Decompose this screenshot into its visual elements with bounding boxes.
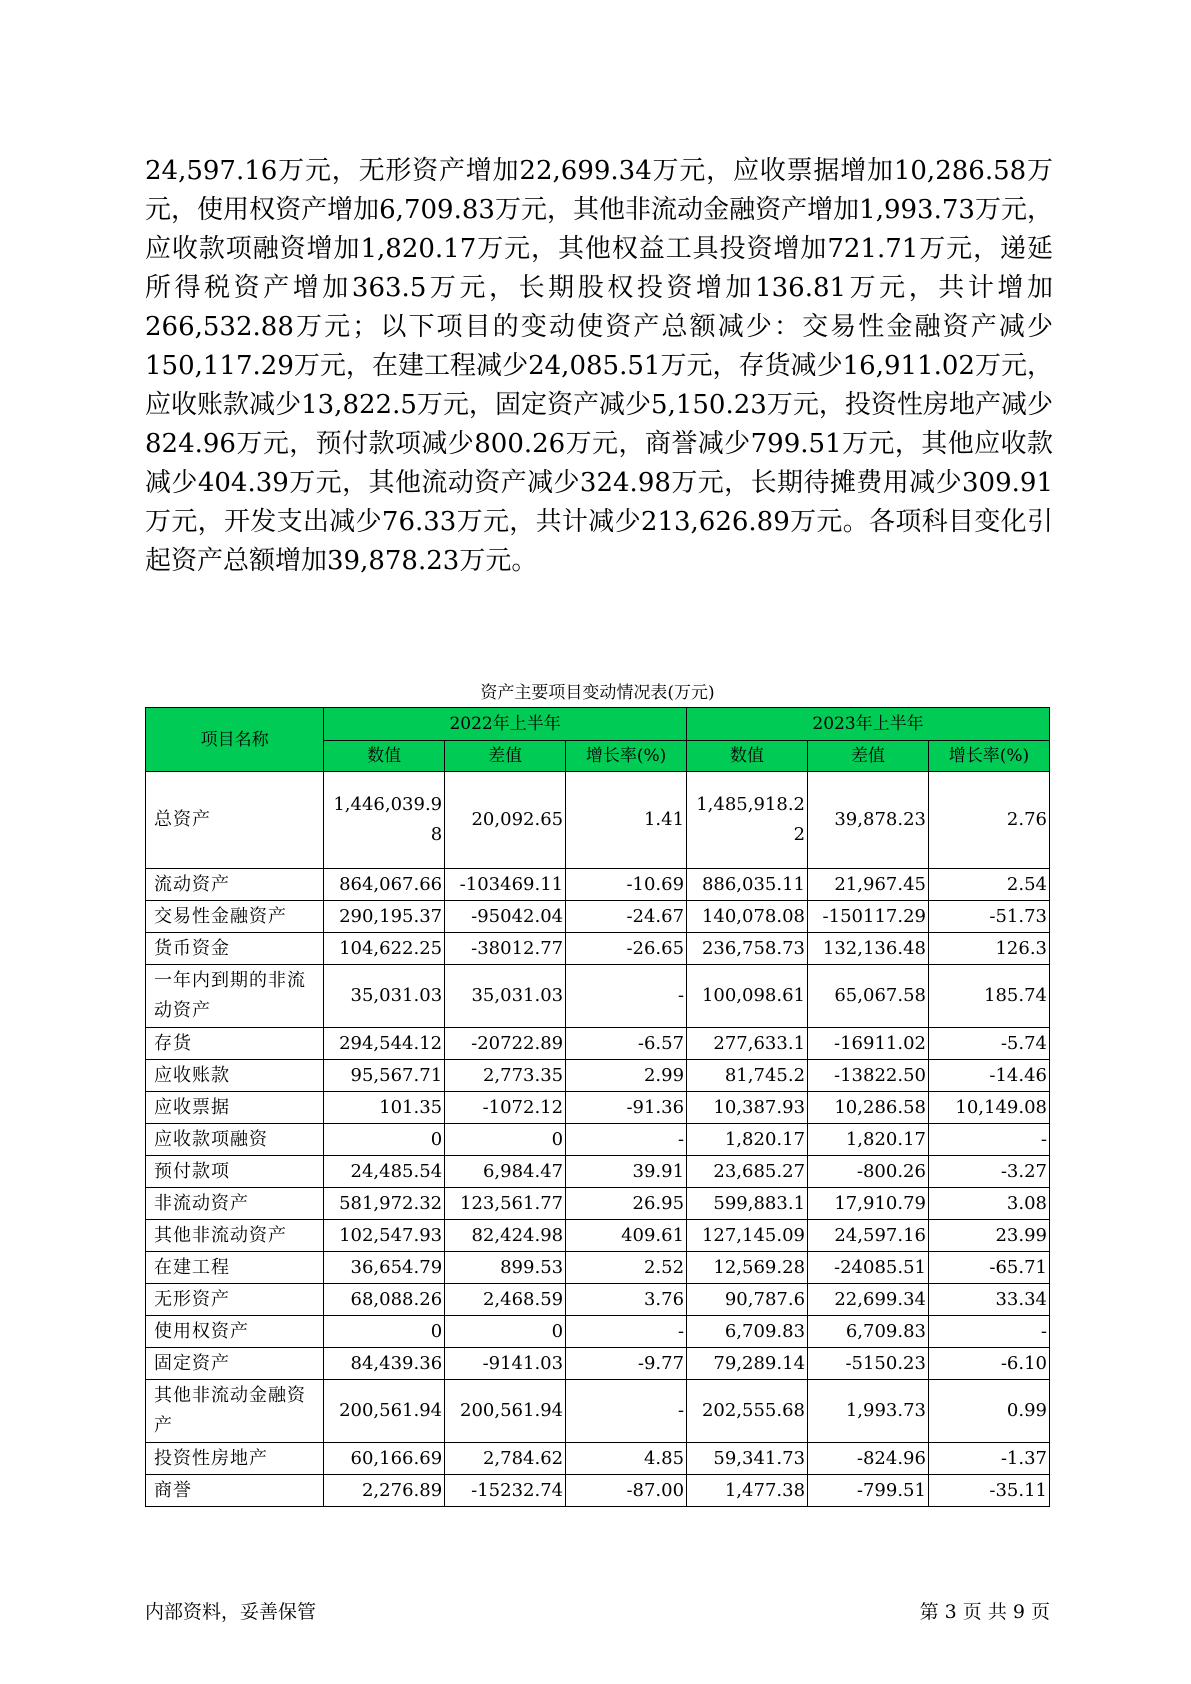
- row-value-cell: 202,555.68: [687, 1380, 808, 1443]
- row-value-cell: 294,544.12: [324, 1028, 445, 1060]
- row-value-cell: -9.77: [566, 1348, 687, 1380]
- table-row: [146, 1380, 1050, 1443]
- row-value-cell: 0: [324, 1316, 445, 1348]
- row-value-cell: 84,439.36: [324, 1348, 445, 1380]
- table-caption: 资产主要项目变动情况表(万元): [480, 683, 715, 703]
- row-value-cell: 22,699.34: [808, 1284, 929, 1316]
- row-value-cell: -3.27: [928, 1156, 1049, 1188]
- row-value-cell: 409.61: [566, 1220, 687, 1252]
- row-value-cell: 4.85: [566, 1443, 687, 1475]
- row-item-name: 在建工程: [146, 1252, 324, 1284]
- row-value-cell: -799.51: [808, 1475, 929, 1507]
- header-growth-2022: 增长率(%): [566, 741, 687, 772]
- row-value-cell: -26.65: [566, 933, 687, 965]
- row-value-cell: -6.57: [566, 1028, 687, 1060]
- table-row: [146, 1092, 1050, 1124]
- row-value-cell: 127,145.09: [687, 1220, 808, 1252]
- row-value-cell: -: [928, 1124, 1049, 1156]
- row-value-cell: 1,446,039.98: [324, 772, 445, 869]
- row-value-cell: 102,547.93: [324, 1220, 445, 1252]
- row-value-cell: 2.52: [566, 1252, 687, 1284]
- row-value-cell: 2,773.35: [445, 1060, 566, 1092]
- row-value-cell: 2.54: [928, 869, 1049, 901]
- row-value-cell: 200,561.94: [324, 1380, 445, 1443]
- header-item-name: 项目名称: [146, 708, 324, 772]
- row-value-cell: 126.3: [928, 933, 1049, 965]
- row-value-cell: 2,468.59: [445, 1284, 566, 1316]
- table-row: [146, 1124, 1050, 1156]
- row-item-name: 应收票据: [146, 1092, 324, 1124]
- row-value-cell: -824.96: [808, 1443, 929, 1475]
- row-item-name: 存货: [146, 1028, 324, 1060]
- row-value-cell: 132,136.48: [808, 933, 929, 965]
- header-diff-2022: 差值: [445, 741, 566, 772]
- row-value-cell: 39.91: [566, 1156, 687, 1188]
- row-value-cell: 1.41: [566, 772, 687, 869]
- row-item-name: 预付款项: [146, 1156, 324, 1188]
- row-item-name: 货币资金: [146, 933, 324, 965]
- row-value-cell: 24,597.16: [808, 1220, 929, 1252]
- row-value-cell: 3.08: [928, 1188, 1049, 1220]
- row-value-cell: 200,561.94: [445, 1380, 566, 1443]
- row-item-name: 投资性房地产: [146, 1443, 324, 1475]
- header-growth-2023: 增长率(%): [928, 741, 1049, 772]
- row-value-cell: -: [566, 965, 687, 1028]
- row-item-name: 无形资产: [146, 1284, 324, 1316]
- body-paragraph: 24,597.16万元，无形资产增加22,699.34万元，应收票据增加10,286.58万元，使用权资产增加6,709.83万元，其他非流动金融资产增加1,993.73万元，应收款项融资增加1,820.17万元，其他权益工具投资增加721.71万元，递延所得税资产增加363.5万元，长期股权投资增加136.81万元，共计增加266,532.88万元；以下项目的变动使资产总额减少：交易性金融资产减少150,117.29万元，在建工程减少24,085.51万元，存货减少16,911.02万元，应收账款减少13,822.5万元，固定资产减少5,150.23万元，投资性房地产减少824.96万元，预付款项减少800.26万元，商誉减少799.51万元，其他应收款减少404.39万元，其他流动资产减少324.98万元，长期待摊费用减少309.91万元，开发支出减少76.33万元，共计减少213,626.89万元。各项科目变化引起资产总额增加39,878.23万元。: [145, 156, 1053, 576]
- table-row: [146, 1475, 1050, 1507]
- row-value-cell: 599,883.1: [687, 1188, 808, 1220]
- row-value-cell: 36,654.79: [324, 1252, 445, 1284]
- header-value-2023: 数值: [687, 741, 808, 772]
- row-value-cell: 0.99: [928, 1380, 1049, 1443]
- row-value-cell: 277,633.1: [687, 1028, 808, 1060]
- row-value-cell: 23,685.27: [687, 1156, 808, 1188]
- row-value-cell: -150117.29: [808, 901, 929, 933]
- table-row: [146, 1316, 1050, 1348]
- row-value-cell: 899.53: [445, 1252, 566, 1284]
- header-value-2022: 数值: [324, 741, 445, 772]
- assets-change-table: [145, 707, 1050, 1507]
- row-value-cell: -: [566, 1124, 687, 1156]
- row-value-cell: 0: [445, 1124, 566, 1156]
- row-value-cell: 1,485,918.22: [687, 772, 808, 869]
- row-value-cell: 82,424.98: [445, 1220, 566, 1252]
- row-value-cell: 101.35: [324, 1092, 445, 1124]
- row-value-cell: 886,035.11: [687, 869, 808, 901]
- row-item-name: 其他非流动资产: [146, 1220, 324, 1252]
- row-value-cell: 0: [445, 1316, 566, 1348]
- row-value-cell: 95,567.71: [324, 1060, 445, 1092]
- row-value-cell: 123,561.77: [445, 1188, 566, 1220]
- row-value-cell: 104,622.25: [324, 933, 445, 965]
- table-row: [146, 1220, 1050, 1252]
- row-value-cell: 10,286.58: [808, 1092, 929, 1124]
- row-value-cell: -35.11: [928, 1475, 1049, 1507]
- row-value-cell: 1,477.38: [687, 1475, 808, 1507]
- table-row: [146, 901, 1050, 933]
- row-value-cell: -20722.89: [445, 1028, 566, 1060]
- row-value-cell: 17,910.79: [808, 1188, 929, 1220]
- row-value-cell: 65,067.58: [808, 965, 929, 1028]
- table-row: [146, 1443, 1050, 1475]
- table-row: [146, 1156, 1050, 1188]
- row-item-name: 固定资产: [146, 1348, 324, 1380]
- row-value-cell: 1,993.73: [808, 1380, 929, 1443]
- row-value-cell: -13822.50: [808, 1060, 929, 1092]
- table-row: [146, 869, 1050, 901]
- row-value-cell: -103469.11: [445, 869, 566, 901]
- row-value-cell: -38012.77: [445, 933, 566, 965]
- row-value-cell: 2,276.89: [324, 1475, 445, 1507]
- row-value-cell: 1,820.17: [808, 1124, 929, 1156]
- row-value-cell: 90,787.6: [687, 1284, 808, 1316]
- row-value-cell: 100,098.61: [687, 965, 808, 1028]
- row-value-cell: 1,820.17: [687, 1124, 808, 1156]
- row-value-cell: -24085.51: [808, 1252, 929, 1284]
- row-value-cell: 10,149.08: [928, 1092, 1049, 1124]
- row-value-cell: -800.26: [808, 1156, 929, 1188]
- row-value-cell: 23.99: [928, 1220, 1049, 1252]
- row-item-name: 一年内到期的非流动资产: [146, 965, 324, 1028]
- row-value-cell: 0: [324, 1124, 445, 1156]
- row-value-cell: -1.37: [928, 1443, 1049, 1475]
- table-row: [146, 1348, 1050, 1380]
- footer-confidential-note: 内部资料，妥善保管: [145, 1601, 317, 1623]
- row-value-cell: -14.46: [928, 1060, 1049, 1092]
- row-value-cell: 68,088.26: [324, 1284, 445, 1316]
- row-value-cell: 81,745.2: [687, 1060, 808, 1092]
- row-value-cell: -15232.74: [445, 1475, 566, 1507]
- row-value-cell: -91.36: [566, 1092, 687, 1124]
- row-value-cell: 24,485.54: [324, 1156, 445, 1188]
- header-period-2023: 2023年上半年: [687, 708, 1050, 741]
- table-row: [146, 1188, 1050, 1220]
- row-value-cell: -16911.02: [808, 1028, 929, 1060]
- row-value-cell: -9141.03: [445, 1348, 566, 1380]
- row-value-cell: 79,289.14: [687, 1348, 808, 1380]
- row-value-cell: 39,878.23: [808, 772, 929, 869]
- table-row: [146, 933, 1050, 965]
- row-item-name: 非流动资产: [146, 1188, 324, 1220]
- row-item-name: 交易性金融资产: [146, 901, 324, 933]
- row-value-cell: -: [928, 1316, 1049, 1348]
- row-value-cell: 864,067.66: [324, 869, 445, 901]
- table-row: [146, 1284, 1050, 1316]
- row-value-cell: 2.76: [928, 772, 1049, 869]
- row-value-cell: 60,166.69: [324, 1443, 445, 1475]
- row-value-cell: 581,972.32: [324, 1188, 445, 1220]
- row-value-cell: -95042.04: [445, 901, 566, 933]
- row-item-name: 其他非流动金融资产: [146, 1380, 324, 1443]
- table-row: [146, 965, 1050, 1028]
- table-row: [146, 772, 1050, 869]
- row-value-cell: 21,967.45: [808, 869, 929, 901]
- row-value-cell: 6,709.83: [808, 1316, 929, 1348]
- row-value-cell: 2.99: [566, 1060, 687, 1092]
- row-value-cell: 35,031.03: [324, 965, 445, 1028]
- row-value-cell: 6,984.47: [445, 1156, 566, 1188]
- row-item-name: 应收款项融资: [146, 1124, 324, 1156]
- table-row: [146, 1028, 1050, 1060]
- row-value-cell: -65.71: [928, 1252, 1049, 1284]
- row-value-cell: -: [566, 1380, 687, 1443]
- row-value-cell: -51.73: [928, 901, 1049, 933]
- row-value-cell: 26.95: [566, 1188, 687, 1220]
- footer-page-number: 第 3 页 共 9 页: [919, 1601, 1050, 1623]
- header-diff-2023: 差值: [808, 741, 929, 772]
- table-row: [146, 1252, 1050, 1284]
- row-value-cell: 2,784.62: [445, 1443, 566, 1475]
- row-value-cell: 236,758.73: [687, 933, 808, 965]
- row-value-cell: 12,569.28: [687, 1252, 808, 1284]
- row-value-cell: 59,341.73: [687, 1443, 808, 1475]
- row-value-cell: 33.34: [928, 1284, 1049, 1316]
- row-item-name: 使用权资产: [146, 1316, 324, 1348]
- table-row: [146, 1060, 1050, 1092]
- row-value-cell: -1072.12: [445, 1092, 566, 1124]
- row-item-name: 流动资产: [146, 869, 324, 901]
- header-period-2022: 2022年上半年: [324, 708, 687, 741]
- row-value-cell: 6,709.83: [687, 1316, 808, 1348]
- row-value-cell: -87.00: [566, 1475, 687, 1507]
- row-value-cell: -24.67: [566, 901, 687, 933]
- row-value-cell: 290,195.37: [324, 901, 445, 933]
- row-value-cell: 10,387.93: [687, 1092, 808, 1124]
- row-value-cell: 185.74: [928, 965, 1049, 1028]
- row-value-cell: -5.74: [928, 1028, 1049, 1060]
- row-value-cell: 3.76: [566, 1284, 687, 1316]
- row-value-cell: -5150.23: [808, 1348, 929, 1380]
- row-item-name: 总资产: [146, 772, 324, 869]
- row-value-cell: -6.10: [928, 1348, 1049, 1380]
- row-item-name: 商誉: [146, 1475, 324, 1507]
- row-value-cell: 20,092.65: [445, 772, 566, 869]
- row-item-name: 应收账款: [146, 1060, 324, 1092]
- row-value-cell: 140,078.08: [687, 901, 808, 933]
- row-value-cell: -10.69: [566, 869, 687, 901]
- row-value-cell: 35,031.03: [445, 965, 566, 1028]
- row-value-cell: -: [566, 1316, 687, 1348]
